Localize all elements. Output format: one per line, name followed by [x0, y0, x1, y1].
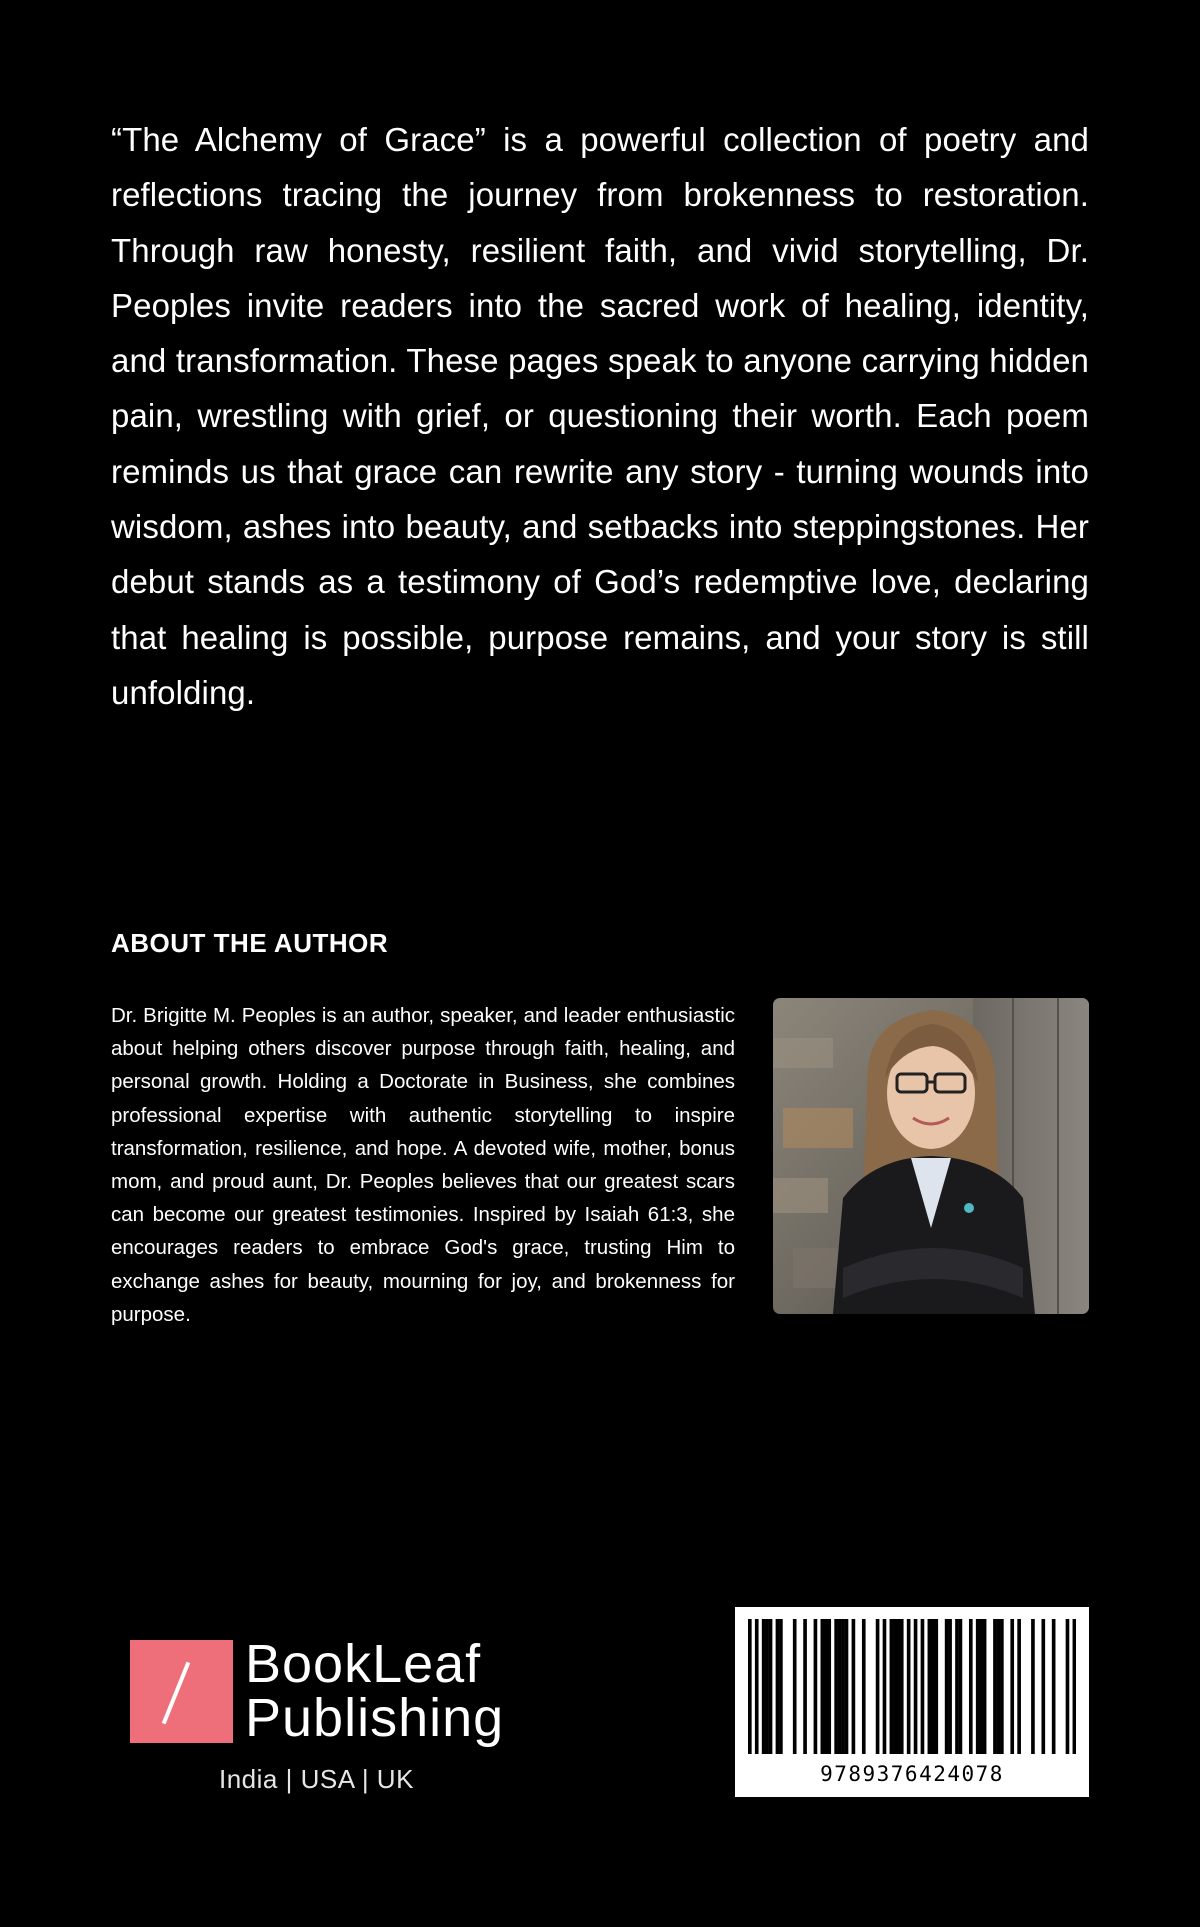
barcode-bar [976, 1619, 980, 1754]
barcode-bar [1031, 1619, 1035, 1754]
barcode-bar [959, 1619, 963, 1754]
barcode-bar [838, 1619, 842, 1754]
barcode-bar [803, 1619, 807, 1754]
author-bio: Dr. Brigitte M. Peoples is an author, speaker, and leader enthusiastic about helping others discover purpose through faith, healing, and personal growth. Holding a Doctorate in Business, she combines professional expertise with authentic storytelling to inspire transformation, resilience, and hope. A devoted wife, mother, bonus mom, and proud aunt, Dr. Peoples believes that our greatest scars can become our greatest testimonies. Inspired by Isaiah 61:3, she encourages readers to embrace God's grace, trusting Him to exchange ashes for beauty, mourning for joy, and brokenness for purpose. [111, 1004, 735, 1326]
publisher-logo [130, 1636, 510, 1796]
barcode-bar [934, 1619, 938, 1754]
barcode-bar [1041, 1619, 1045, 1754]
author-photo [773, 998, 1089, 1314]
barcode-bar [841, 1619, 845, 1754]
barcode-bar [755, 1619, 759, 1754]
barcode-bar [814, 1619, 818, 1754]
barcode-bar [997, 1619, 1001, 1754]
barcode-bar [921, 1619, 925, 1754]
barcode-bar [1017, 1619, 1021, 1754]
barcode-bar [834, 1619, 838, 1754]
barcode-bar [907, 1619, 911, 1754]
barcode-icon [748, 1619, 1076, 1759]
isbn-number: 9789376424078 [820, 1762, 1004, 1786]
barcode-bar [769, 1619, 773, 1754]
publisher-name-line1: BookLeaf [245, 1634, 482, 1694]
barcode-bar [983, 1619, 987, 1754]
barcode-bar [1000, 1619, 1004, 1754]
barcode-bar [955, 1619, 959, 1754]
barcode-bar [821, 1619, 825, 1754]
barcode-bar [876, 1619, 880, 1754]
barcode-bar [969, 1619, 973, 1754]
barcode-bar [779, 1619, 783, 1754]
barcode-bar [948, 1619, 952, 1754]
barcode-bar [1066, 1619, 1070, 1754]
barcode-bar [931, 1619, 935, 1754]
logo-slash-mark [162, 1662, 190, 1725]
barcode-bar [1010, 1619, 1014, 1754]
barcode-bar [852, 1619, 856, 1754]
publisher-name-line2: Publishing [245, 1688, 505, 1748]
barcode-bar [1073, 1619, 1076, 1754]
barcode-bar [827, 1619, 831, 1754]
barcode-bar [945, 1619, 949, 1754]
barcode-bar [979, 1619, 983, 1754]
barcode-bar [900, 1619, 904, 1754]
barcode-bar [793, 1619, 797, 1754]
slash-logo-icon [130, 1640, 233, 1743]
barcode-bar [883, 1619, 887, 1754]
barcode-bar [862, 1619, 866, 1754]
barcode-bar [893, 1619, 897, 1754]
barcode-bar [824, 1619, 828, 1754]
barcode-bar [845, 1619, 849, 1754]
book-description: “The Alchemy of Grace” is a powerful collection of poetry and reflections tracing the journey from brokenness to restoration. Through raw honesty, resilient faith, and vivid storytelling, Dr. Peoples invite readers into the sacred work of healing, identity, and transformation. These pages speak to anyone carrying hidden pain, wrestling with grief, or questioning their worth. Each poem reminds us that grace can rewrite any story - turning wounds into wisdom, ashes into beauty, and setbacks into steppingstones. Her debut stands as a testimony of God’s redemptive love, declaring that healing is possible, purpose remains, and your story is still unfolding. [111, 121, 1089, 711]
barcode-bar [890, 1619, 894, 1754]
barcode-bar [928, 1619, 932, 1754]
barcode-bar [993, 1619, 997, 1754]
barcode-bar [914, 1619, 918, 1754]
isbn-barcode [735, 1607, 1089, 1797]
barcode-bar [776, 1619, 780, 1754]
barcode-bar [765, 1619, 769, 1754]
barcode-bar [762, 1619, 766, 1754]
barcode-bar [896, 1619, 900, 1754]
publisher-regions: India | USA | UK [219, 1764, 414, 1794]
about-author-heading: ABOUT THE AUTHOR [111, 928, 389, 958]
barcode-bar [1052, 1619, 1056, 1754]
barcode-bar [748, 1619, 752, 1754]
